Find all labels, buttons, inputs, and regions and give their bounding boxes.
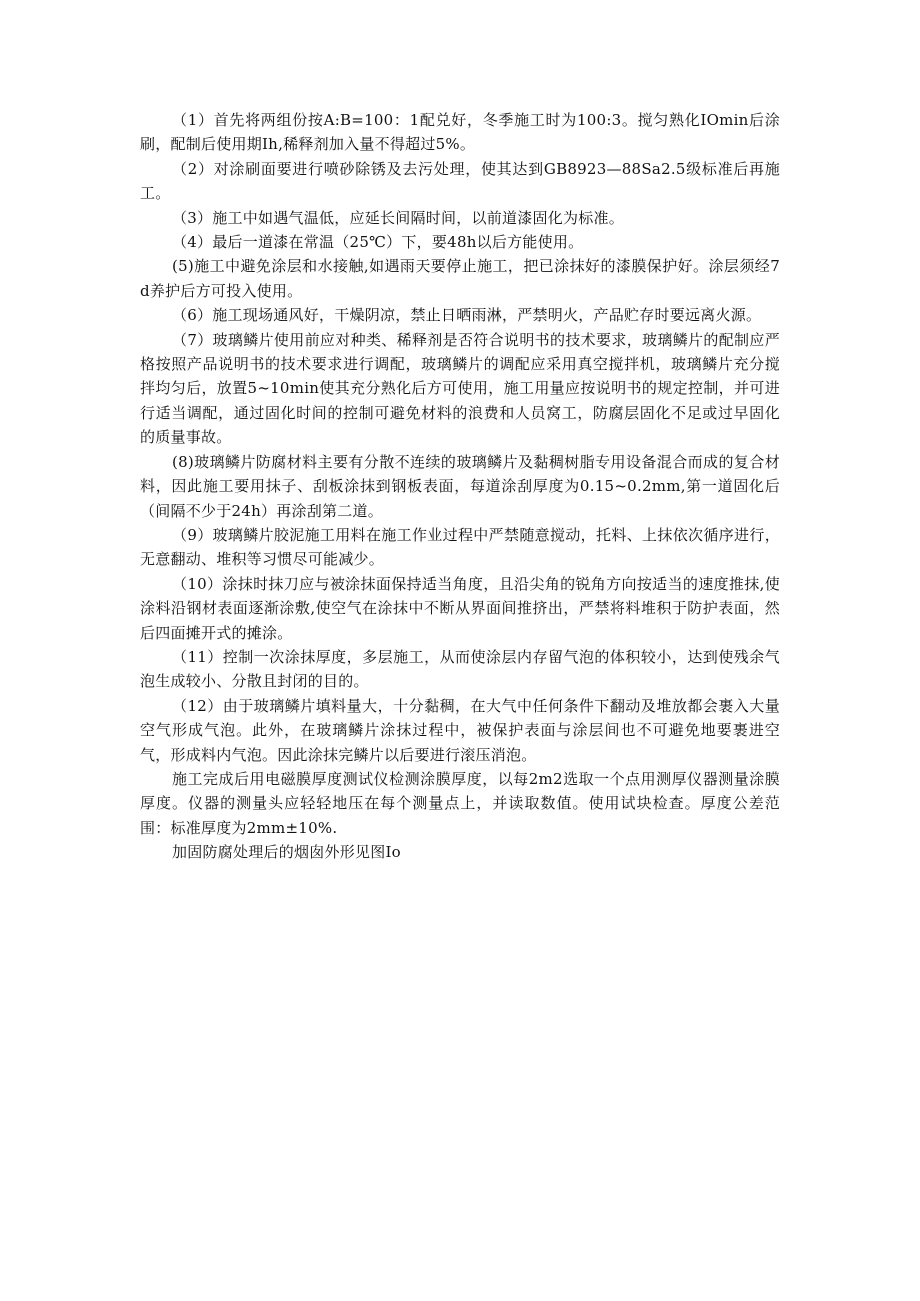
paragraph-1: （1）首先将两组份按A:B=100：1配兑好，冬季施工时为100:3。搅匀熟化IOmin后涂刷，配制后使用期Ih,稀释剂加入量不得超过5%。 xyxy=(140,111,780,154)
paragraph-2: （2）对涂刷面要进行喷砂除锈及去污处理，使其达到GB8923—88Sa2.5级标准后再施工。 xyxy=(140,159,780,203)
paragraph-10: （10）涂抹时抹刀应与被涂抹面保持适当角度，且沿尖角的锐角方向按适当的速度推抹,使涂料沿钢材表面逐渐涂敷,使空气在涂抹中不断从界面间推挤出，严禁将料堆积于防护表面，然后四面摊开式的摊涂。 xyxy=(140,574,780,642)
paragraph-12: （12）由于玻璃鳞片填料量大，十分黏稠，在大气中任何条件下翻动及堆放都会裹入大量空气形成气泡。此外，在玻璃鳞片涂抹过程中，被保护表面与涂层间也不可避免地要裹进空气，形成料内气泡。因此涂抹完鳞片以后要进行滚压消泡。 xyxy=(140,696,780,764)
paragraph-7: （7）玻璃鳞片使用前应对种类、稀释剂是否符合说明书的技术要求，玻璃鳞片的配制应严格按照产品说明书的技术要求进行调配，玻璃鳞片的调配应采用真空搅拌机，玻璃鳞片充分搅拌均匀后，放置5~10min使其充分熟化后方可使用，施工用量应按说明书的规定控制，并可进行适当调配，通过固化时间的控制可避免材料的浪费和人员窝工，防腐层固化不足或过早固化的质量事故。 xyxy=(140,330,780,447)
paragraph-9: （9）玻璃鳞片胶泥施工用料在施工作业过程中严禁随意搅动，托料、上抹依次循序进行，无意翻动、堆积等习惯尽可能减少。 xyxy=(140,525,780,569)
paragraph-figure-reference: 加固防腐处理后的烟囱外形见图Io xyxy=(172,843,401,862)
paragraph-3: （3）施工中如遇气温低，应延长间隔时间，以前道漆固化为标准。 xyxy=(172,208,625,227)
paragraph-8: (8)玻璃鳞片防腐材料主要有分散不连续的玻璃鳞片及黏稠树脂专用设备混合而成的复合材料，因此施工要用抹子、刮板涂抹到钢板表面，每道涂刮厚度为0.15~0.2mm,第一道固化后（间隔不少于24h）再涂刮第二道。 xyxy=(140,452,780,520)
paragraph-5: (5)施工中避免涂层和水接触,如遇雨天要停止施工，把已涂抹好的漆膜保护好。涂层须经7d养护后方可投入使用。 xyxy=(140,257,780,300)
paragraph-11: （11）控制一次涂抹厚度，多层施工，从而使涂层内存留气泡的体积较小，达到使残余气泡生成较小、分散且封闭的目的。 xyxy=(140,647,780,691)
paragraph-6: （6）施工现场通风好，干燥阴凉，禁止日晒雨淋，严禁明火，产品贮存时要远离火源。 xyxy=(172,306,762,325)
paragraph-inspection: 施工完成后用电磁膜厚度测试仪检测涂膜厚度，以每2m2选取一个点用测厚仪器测量涂膜厚度。仪器的测量头应轻轻地压在每个测量点上，并读取数值。使用试块检查。厚度公差范围：标准厚度为2mm±10%. xyxy=(140,769,780,837)
paragraph-4: （4）最后一道漆在常温（25℃）下，要48h以后方能使用。 xyxy=(172,233,584,252)
document-body xyxy=(140,108,780,865)
